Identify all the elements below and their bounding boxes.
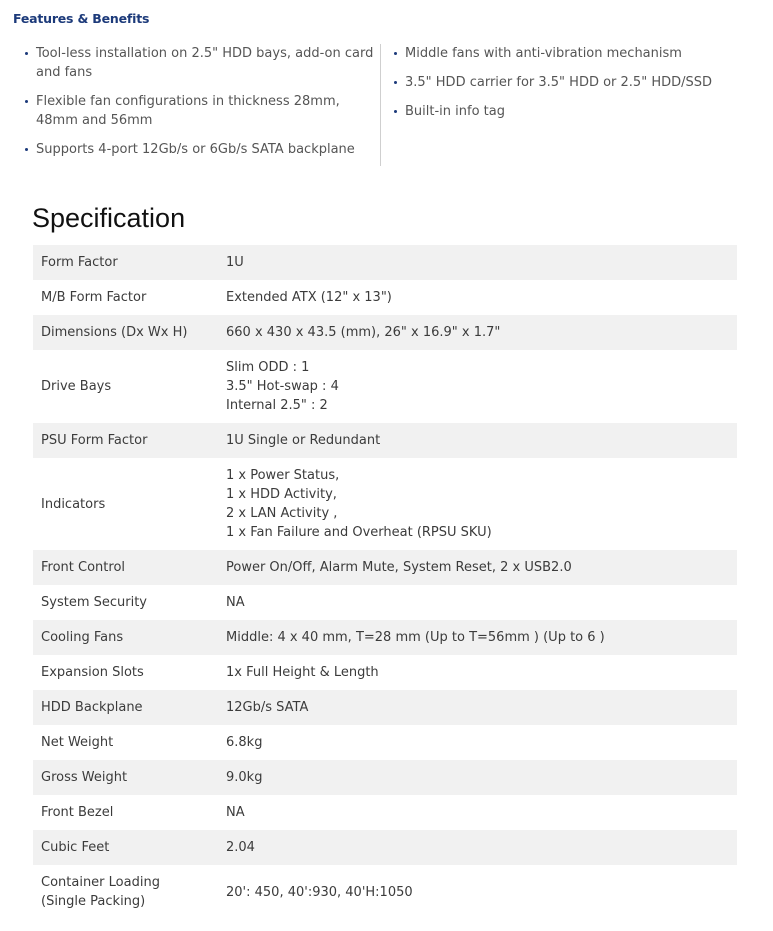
spec-value <box>208 550 737 585</box>
spec-value-line: 12Gb/s SATA <box>226 700 309 715</box>
bullet-icon <box>25 148 28 151</box>
spec-label: Net Weight <box>41 735 114 750</box>
table-row <box>33 725 737 760</box>
spec-value-line: Internal 2.5" : 2 <box>226 398 328 413</box>
spec-label: Cubic Feet <box>33 830 208 865</box>
bullet-icon <box>394 52 397 55</box>
spec-value-line: 3.5" Hot-swap : 4 <box>226 379 339 394</box>
feature-item: Supports 4-port 12Gb/s or 6Gb/s SATA backplane <box>24 140 376 159</box>
spec-value <box>208 585 737 620</box>
spec-label: HDD Backplane <box>33 690 208 725</box>
spec-value-line: Middle: 4 x 40 mm, T=28 mm (Up to T=56mm ) (Up to 6 ) <box>226 630 605 645</box>
table-row <box>33 865 737 919</box>
table-row <box>33 690 737 725</box>
spec-label: Drive Bays <box>41 379 112 394</box>
bullet-icon <box>25 52 28 55</box>
feature-item: Middle fans with anti-vibration mechanism <box>393 44 740 63</box>
spec-value <box>208 423 737 458</box>
table-row <box>33 550 737 585</box>
spec-value-line: NA <box>226 805 245 820</box>
table-row <box>33 760 737 795</box>
spec-value-line: 2 x LAN Activity , <box>226 506 338 521</box>
spec-value-line: 1 x Fan Failure and Overheat (RPSU SKU) <box>226 525 492 540</box>
table-row <box>33 245 737 280</box>
bullet-icon <box>25 100 28 103</box>
spec-value <box>208 280 737 315</box>
spec-label: System Security <box>41 595 147 610</box>
bullet-icon <box>394 110 397 113</box>
spec-label: Front Bezel <box>41 805 114 820</box>
spec-value-line: 6.8kg <box>226 735 263 750</box>
spec-value-line: 660 x 430 x 43.5 (mm), 26" x 16.9" x 1.7" <box>226 325 501 340</box>
spec-value-line: 1 x HDD Activity, <box>226 487 337 502</box>
specification-table <box>33 245 737 919</box>
spec-value <box>208 795 737 830</box>
feature-item: Built-in info tag <box>393 102 740 121</box>
feature-item: Tool-less installation on 2.5" HDD bays, add-on card and fans <box>24 44 376 82</box>
spec-value <box>208 655 737 690</box>
spec-label: Indicators <box>41 496 106 512</box>
spec-label: Container Loading (Single Packing) <box>41 875 160 909</box>
table-row <box>33 458 737 550</box>
table-row <box>33 350 737 423</box>
spec-value <box>208 865 737 919</box>
spec-value <box>208 245 737 280</box>
features-panel <box>24 44 744 166</box>
spec-value-line: 1x Full Height & Length <box>226 665 379 680</box>
feature-item: 3.5" HDD carrier for 3.5" HDD or 2.5" HDD/SSD <box>393 73 740 92</box>
spec-value <box>208 350 737 423</box>
spec-value <box>208 725 737 760</box>
spec-value-line: Power On/Off, Alarm Mute, System Reset, 2 x USB2.0 <box>226 560 572 575</box>
spec-value-line: 2.04 <box>226 840 255 855</box>
table-row <box>33 830 737 865</box>
spec-value-line: Extended ATX (12" x 13") <box>226 290 392 305</box>
spec-value <box>208 830 737 865</box>
specification-title: Specification <box>32 203 186 233</box>
spec-value-line: 1U <box>226 255 244 270</box>
table-row <box>33 280 737 315</box>
features-right-column <box>380 44 740 166</box>
spec-value <box>208 620 737 655</box>
table-row <box>33 585 737 620</box>
spec-label: Dimensions (Dx Wx H) <box>33 315 208 350</box>
spec-value-line: 1 x Power Status, <box>226 468 340 483</box>
spec-label: Front Control <box>33 550 208 585</box>
table-row <box>33 423 737 458</box>
table-row <box>33 655 737 690</box>
spec-value-line: 20': 450, 40':930, 40'H:1050 <box>226 884 413 900</box>
spec-value-line: 1U Single or Redundant <box>226 433 381 448</box>
spec-label: Gross Weight <box>33 760 208 795</box>
spec-value-line: Slim ODD : 1 <box>226 360 310 375</box>
spec-label: M/B Form Factor <box>41 290 147 305</box>
table-row <box>33 315 737 350</box>
spec-label: PSU Form Factor <box>33 423 208 458</box>
bullet-icon <box>394 81 397 84</box>
spec-value <box>208 458 737 550</box>
spec-value-line: 9.0kg <box>226 770 263 785</box>
spec-value <box>208 760 737 795</box>
spec-label: Expansion Slots <box>41 665 144 680</box>
spec-value <box>208 315 737 350</box>
spec-label: Form Factor <box>33 245 208 280</box>
spec-value <box>208 690 737 725</box>
feature-item: Flexible fan configurations in thickness 28mm, 48mm and 56mm <box>24 92 376 130</box>
table-row <box>33 620 737 655</box>
table-row <box>33 795 737 830</box>
spec-label: Cooling Fans <box>33 620 208 655</box>
spec-value-line: NA <box>226 595 245 610</box>
features-left-column <box>24 44 376 169</box>
features-title: Features & Benefits <box>13 11 150 26</box>
